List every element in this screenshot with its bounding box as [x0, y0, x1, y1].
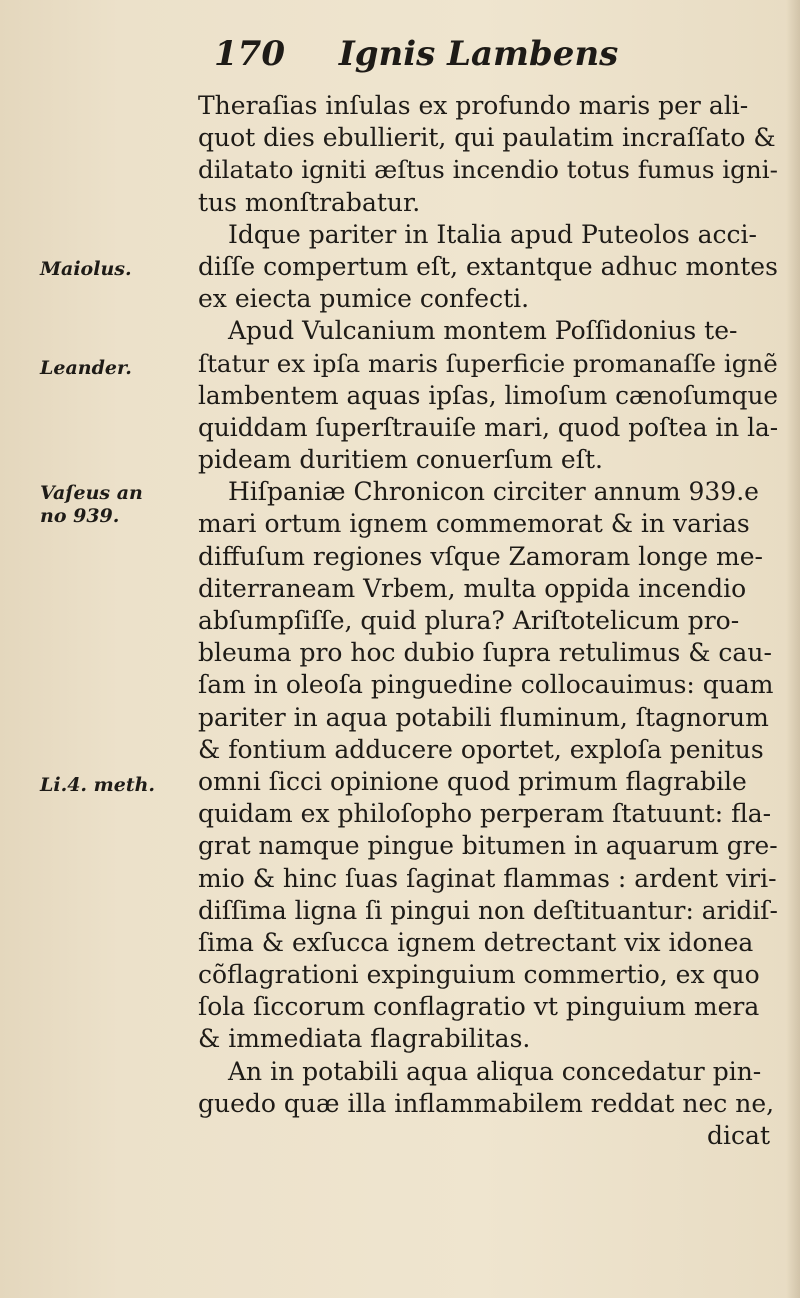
text-line: omni ſicci opinione quod primum flagrabile	[198, 766, 747, 796]
text-line: ſola ſiccorum conflagratio vt pinguium mera	[198, 992, 760, 1022]
text-line: quidam ex philoſopho perperam ſtatuunt: fla-	[198, 799, 772, 829]
catchword: dicat	[707, 1121, 770, 1150]
text-line: diſſe compertum eſt, extantque adhuc montes	[198, 251, 778, 281]
text-line: pariter in aqua potabili fluminum, ſtagnorum	[198, 702, 769, 732]
text-line: Apud Vulcanium montem Poſſidonius te-	[228, 316, 738, 346]
text-line: diffuſum regiones vſque Zamoram longe me-	[198, 541, 763, 571]
text-line: dilatato igniti æſtus incendio totus fumus igni-	[198, 155, 778, 185]
page-edge-shadow	[786, 0, 800, 1298]
text-line: guedo quæ illa inflammabilem reddat nec ne,	[198, 1088, 775, 1118]
text-line: ex eiecta pumice confecti.	[198, 284, 530, 314]
body-text	[198, 90, 778, 1152]
text-line: quot dies ebullierit, qui paulatim incraſſato &	[198, 123, 776, 153]
text-line: lambentem aquas ipſas, limoſum cænoſumque	[198, 380, 778, 410]
text-line: & fontium adducere oportet, exploſa penitus	[198, 734, 764, 764]
text-line: bleuma pro hoc dubio ſupra retulimus & cau-	[198, 638, 772, 668]
text-line: mari ortum ignem commemorat & in varias	[198, 509, 750, 539]
text-line: quiddam ſuperſtrauiſe mari, quod poſtea in la-	[198, 412, 778, 442]
text-line: diterraneam Vrbem, multa oppida incendio	[198, 573, 747, 603]
margin-note-maiolus: Maiolus.	[40, 258, 132, 280]
text-line: abſumpſiſſe, quid plura? Ariſtotelicum pro-	[198, 606, 740, 635]
text-line: An in potabili aqua aliqua concedatur pin-	[228, 1056, 762, 1086]
text-line: tus monſtrabatur.	[198, 187, 421, 217]
page-header	[214, 32, 634, 76]
text-line: diſſima ligna ſi pingui non deſtituantur: aridiſ-	[198, 895, 778, 925]
margin-note-anno: no 939.	[40, 505, 120, 527]
text-line: cõflagrationi expinguium commertio, ex quo	[198, 960, 760, 990]
text-line: ſtatur ex ipſa maris ſuperficie promanaſſe ignẽ	[198, 348, 778, 378]
text-line: ſima & exſucca ignem detrectant vix idonea	[198, 927, 754, 957]
page-number: 170	[214, 34, 285, 74]
text-line: & immediata flagrabilitas.	[198, 1024, 531, 1054]
text-line: pideam duritiem conuerſum eſt.	[198, 445, 603, 475]
text-line: mio & hinc ſuas ſaginat flammas : ardent viri-	[198, 863, 777, 893]
running-title: Ignis Lambens	[338, 34, 619, 74]
text-line: Theraſias inſulas ex profundo maris per ali-	[198, 91, 749, 120]
text-line: ſam in oleoſa pinguedine collocauimus: quam	[198, 670, 774, 700]
text-line: grat namque pingue bitumen in aquarum gre-	[198, 831, 778, 861]
text-line: Idque pariter in Italia apud Puteolos acci-	[228, 219, 757, 249]
text-line: Hiſpaniæ Chronicon circiter annum 939.e	[228, 477, 759, 507]
margin-note-leander: Leander.	[40, 357, 132, 379]
margin-note-vaseus: Vaſeus an	[40, 482, 143, 504]
margin-note-method: Li.4. meth.	[40, 774, 156, 796]
